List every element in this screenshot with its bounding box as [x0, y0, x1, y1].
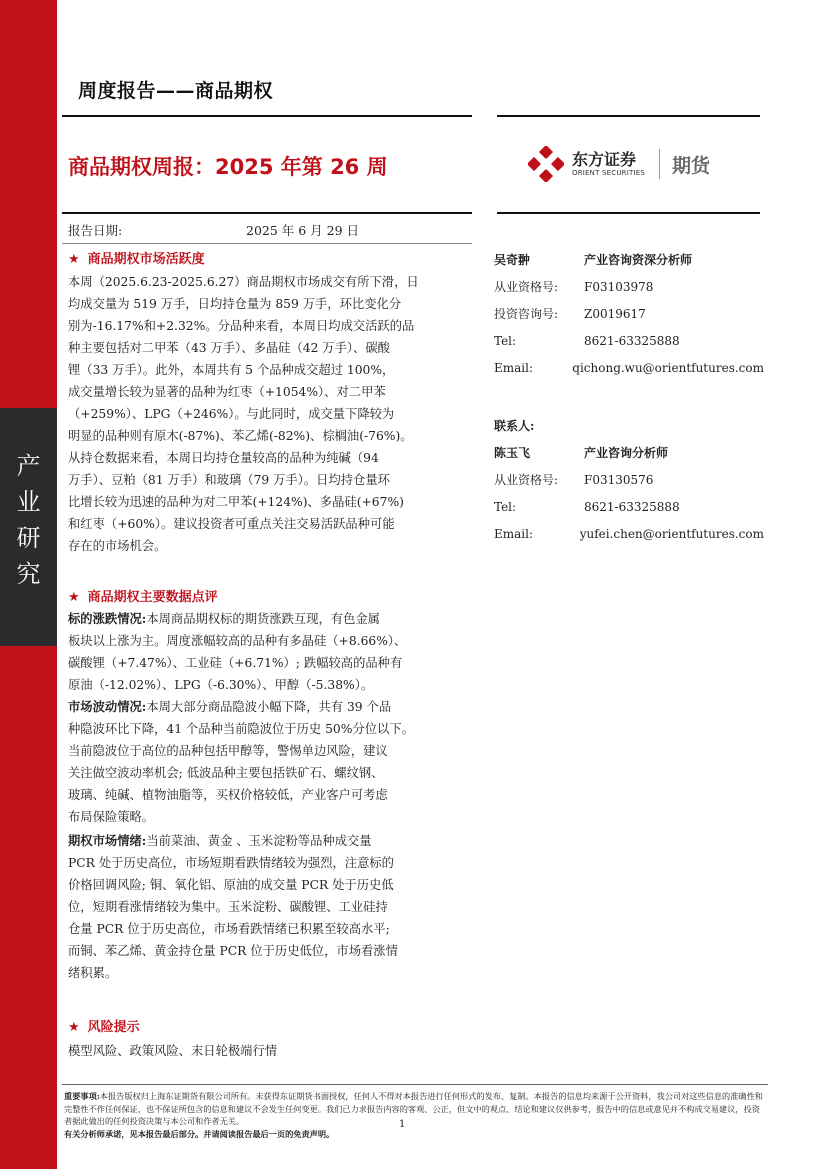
field-label: 从业资格号:: [494, 473, 559, 487]
text-line: 当前菜油、黄金 、玉米淀粉等品种成交量: [146, 834, 372, 848]
field-label: Tel:: [494, 333, 517, 348]
analyst-name: 吴奇翀: [494, 253, 531, 267]
volatility-paragraph: [68, 696, 448, 828]
text-line: 而铜、苯乙烯、黄金持仓量 PCR 位于历史低位，市场看涨情: [68, 944, 398, 958]
text-line: 成交量增长较为显著的品种为红枣（+1054%）、对二甲苯: [68, 385, 386, 399]
text-line: 当前隐波位于高位的品种包括甲醇等，警惕单边风险，建议: [68, 744, 388, 758]
logo-mark-icon: [528, 146, 564, 182]
header-rule-right: [497, 115, 760, 117]
text-line: 仓量 PCR 位于历史高位，市场看跌情绪已积累至较高水平;: [68, 922, 390, 936]
text-line: 万手）、豆粕（81 万手）和玻璃（79 万手）。日均持仓量环: [68, 473, 390, 487]
disclaimer-label: 重要事项:: [64, 1091, 100, 1101]
text-line: 绪积累。: [68, 966, 118, 980]
field-value: F03130576: [584, 472, 654, 487]
field-value: Z0019617: [584, 306, 646, 321]
section-heading-risk: [68, 1016, 140, 1035]
text-line: 玻璃、纯碱、植物油脂等，买权价格较低，产业客户可考虑: [68, 788, 388, 802]
text-line: 种主要包括对二甲苯（43 万手）、多晶硅（42 万手）、碳酸: [68, 341, 390, 355]
text-line: 原油（-12.02%）、LPG（-6.30%）、甲醇（-5.38%）。: [68, 678, 374, 692]
side-char: 研: [16, 524, 41, 552]
risk-text: 模型风险、政策风险、末日轮极端行情: [68, 1044, 278, 1058]
text-line: PCR 处于历史高位，市场短期看跌情绪较为强烈，注意标的: [68, 856, 394, 870]
logo-cn-text: 东方证券: [572, 150, 637, 169]
field-label: Email:: [494, 526, 534, 541]
text-line: 板块以上涨为主。周度涨幅较高的品种有多晶硅（+8.66%）、: [68, 634, 407, 648]
field-value: 8621-63325888: [584, 499, 680, 514]
analyst-title: 产业咨询分析师: [584, 446, 669, 460]
date-label: 报告日期:: [68, 223, 123, 238]
text-line: 存在的市场机会。: [68, 539, 167, 553]
field-value: F03103978: [584, 279, 654, 294]
analyst-card-1: [494, 246, 764, 381]
section-heading-data-review: [68, 586, 218, 605]
contact-label: 联系人:: [494, 419, 535, 433]
para-label: 标的涨跌情况:: [68, 611, 147, 626]
section-heading-activity: [68, 248, 205, 267]
field-label: Email:: [494, 360, 534, 375]
text-line: 从持仓数据来看，本周日均持仓量较高的品种为纯碱（94: [68, 451, 379, 465]
section-heading-text: 商品期权市场活跃度: [87, 252, 205, 267]
text-line: 价格回调风险; 铜、氧化铝、原油的成交量 PCR 处于历史低: [68, 878, 394, 892]
disclaimer-text: 本报告版权归上海东证期货有限公司所有。未获得东证期货书面授权，任何人不得对本报告进行任何形式的发布、复制。本报告的信息均来源于公开资料，我公司对这些信息的准确性和完整性不作任何保证，也不保证所包含的信息和建议不会发生任何变更。我们已力求报告内容的客观、公正，但文中的观点、结论和建议仅供参考，报告中的信息或意见并不构成交易建议，投资者据此做出的任何投资决策与本公司和作者无关。: [64, 1091, 763, 1126]
text-line: 明显的品种则有原木(-87%)、苯乙烯(-82%)、棕榈油(-76%)。: [68, 429, 413, 443]
footer-rule: [62, 1084, 768, 1085]
text-line: 比增长较为迅速的品种为对二甲苯(+124%)、多晶硅(+67%): [68, 495, 404, 509]
header-rule-left: [62, 115, 472, 117]
company-logo: [528, 146, 768, 182]
analyst-name: 陈玉飞: [494, 446, 531, 460]
text-line: 锂（33 万手）。此外，本周共有 5 个品种成交超过 100%，: [68, 363, 395, 377]
text-line: 位，短期看涨情绪较为集中。玉米淀粉、碳酸锂、工业硅持: [68, 900, 388, 914]
page-number: 1: [399, 1119, 406, 1130]
analyst-card-2: [494, 412, 764, 547]
side-char: 究: [16, 560, 41, 588]
title-rule-right: [497, 212, 760, 214]
star-icon: ★: [68, 252, 80, 267]
text-line: 本周大部分商品隐波小幅下降，共有 39 个品: [146, 700, 392, 714]
logo-en-text: ORIENT SECURITIES: [572, 169, 646, 177]
logo-division: 期货: [672, 154, 711, 177]
text-line: 关注做空波动率机会; 低波品种主要包括铁矿石、螺纹钢、: [68, 766, 384, 780]
text-line: 均成交量为 519 万手，日均持仓量为 859 万手，环比变化分: [68, 297, 402, 311]
field-label: Tel:: [494, 499, 517, 514]
text-line: 本周（2025.6.23-2025.6.27）商品期权市场成交有所下滑，日: [68, 275, 419, 289]
report-title: 商品期权周报：2025 年第 26 周: [68, 155, 388, 179]
text-line: 和红枣（+60%）。建议投资者可重点关注交易活跃品种可能: [68, 517, 395, 531]
para-label: 期权市场情绪:: [68, 833, 147, 848]
field-label: 从业资格号:: [494, 280, 559, 294]
text-line: （+259%）、LPG（+246%）。与此同时，成交量下降较为: [68, 407, 395, 421]
activity-paragraph: [68, 271, 448, 557]
star-icon: ★: [68, 1020, 80, 1035]
field-value: 8621-63325888: [584, 333, 680, 348]
analyst-title: 产业咨询资深分析师: [584, 253, 693, 267]
side-char: 业: [16, 488, 41, 516]
text-line: 别为-16.17%和+2.32%。分品种来看，本周日均成交活跃的品: [68, 319, 415, 333]
star-icon: ★: [68, 590, 80, 605]
text-line: 种隐波环比下降，41 个品种当前隐波位于历史 50%分位以下。: [68, 722, 414, 736]
field-label: 投资咨询号:: [494, 307, 559, 321]
side-char: 产: [16, 452, 41, 480]
analyst-email[interactable]: qichong.wu@orientfutures.com: [572, 360, 764, 375]
disclaimer-note: 有关分析师承诺，见本报告最后部分。并请阅读报告最后一页的免责声明。: [64, 1128, 335, 1139]
section-heading-text: 风险提示: [87, 1020, 140, 1035]
title-rule-left: [62, 212, 472, 214]
text-line: 碳酸锂（+7.47%）、工业硅（+6.71%）; 跌幅较高的品种有: [68, 656, 403, 670]
sentiment-paragraph: [68, 830, 448, 984]
side-category-label: [0, 448, 57, 592]
report-category: 周度报告——商品期权: [78, 80, 274, 102]
disclaimer: [64, 1090, 768, 1140]
analyst-email[interactable]: yufei.chen@orientfutures.com: [579, 526, 764, 541]
text-line: 本周商品期权标的期货涨跌互现，有色金属: [146, 612, 380, 626]
date-value: 2025 年 6 月 29 日: [246, 223, 360, 238]
section-heading-text: 商品期权主要数据点评: [87, 590, 218, 605]
logo-divider: [659, 149, 660, 179]
underlying-paragraph: [68, 608, 448, 696]
date-rule: [62, 243, 472, 244]
para-label: 市场波动情况:: [68, 699, 147, 714]
text-line: 布局保险策略。: [68, 810, 155, 824]
